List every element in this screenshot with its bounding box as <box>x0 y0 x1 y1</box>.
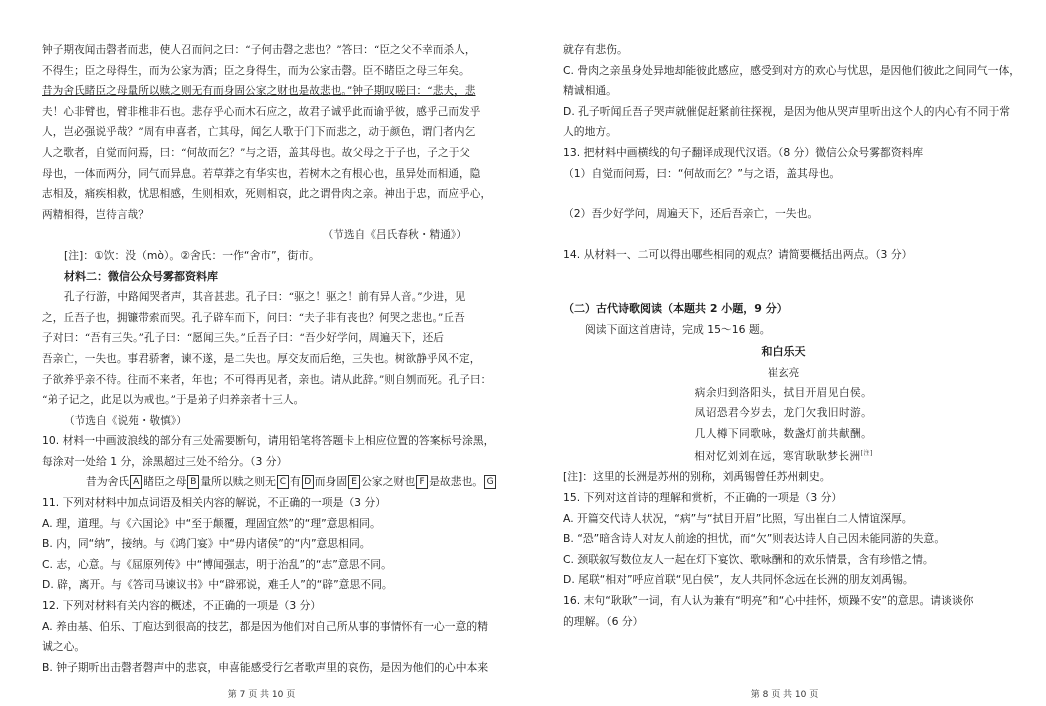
annotation-note: [注]：①饮：没（mò）。②舍氏：一作“舍市”，街市。 <box>64 248 320 262</box>
page-footer: 第 8 页 共 10 页 <box>750 690 819 700</box>
option-d[interactable]: D. 孔子听闻丘吾子哭声就催促赶紧前往探视，是因为他从哭声里听出这个人的内心有不同于常 <box>563 104 1011 118</box>
question-text: 16. 末句“耿耿”一词，有人认为兼有“明亮”和“心中挂怀，烦躁不安”的意思。请谈谈你 <box>563 594 974 607</box>
option-d[interactable]: D. 尾联“相对”呼应首联“见白侯”，友人共同怀念远在长洲的朋友刘禹锡。 <box>563 573 914 587</box>
poem-title: 和白乐天 <box>761 344 806 358</box>
option-a[interactable]: A. 养由基、伯乐、丁庖达到很高的技艺，都是因为他们对自己所从事的事情怀有一心一意的精 <box>42 619 488 633</box>
text-line: 子对曰：“吾有三失。”孔子曰：“愿闻三失。”丘吾子曰：“吾少好学问，周遍天下，还后 <box>42 332 444 345</box>
answer-box-f[interactable]: F <box>416 475 428 489</box>
section-heading: （二）古代诗歌阅读（本题共 2 小题，9 分） <box>563 302 788 316</box>
segment-text: 是故悲也。 <box>429 475 484 489</box>
poem-line: 几人樽下同歌咏，数盏灯前共献酬。 <box>694 427 873 440</box>
segment-text: 公家之财也 <box>361 475 416 489</box>
option-d[interactable]: D. 辟，离开。与《答司马谏议书》中“辟邪说，难壬人”的“辟”意思不同。 <box>42 578 393 592</box>
question-text: 每涂对一处给 1 分，涂黑超过三处不给分。（3 分） <box>42 454 288 468</box>
option-b[interactable]: B. 内，同“纳”，接纳。与《鸿门宴》中“毋内诸侯”的“内”意思相同。 <box>42 537 371 551</box>
question-15 <box>563 488 1004 591</box>
text-line: 子欲养乎亲不待。往而不来者，年也；不可得再见者，亲也。请从此辞。”则自刎而死。孔子曰： <box>42 373 492 386</box>
question-14: 14. 从材料一、二可以得出哪些相同的观点？请简要概括出两点。（3 分） <box>563 247 913 261</box>
material1-text <box>42 40 492 225</box>
answer-box-c[interactable]: C <box>277 475 289 489</box>
material2-text <box>42 287 492 411</box>
note-marker: [注] <box>860 450 873 458</box>
answer-options-row <box>42 472 494 493</box>
text-line: 志相及，痛疾相救，忧思相感，生则相欢，死则相哀，此之谓骨肉之亲。神出于忠，而应乎心， <box>42 188 492 201</box>
question-13-1: （1）自觉而问焉，曰：“何故而乞？”与之语，盖其母也。 <box>563 166 841 180</box>
answer-box-b[interactable]: B <box>187 475 199 489</box>
source-citation: （节选自《说苑・敬慎》） <box>64 414 188 427</box>
text-line: 吾亲亡，一失也。事君骄奢，谏不遂，是二失也。厚交友而后绝，三失也。树欲静乎风不定， <box>42 352 481 365</box>
option-c[interactable]: C. 骨肉之亲虽身处异地却能彼此感应，感受到对方的欢心与忧思，是因他们彼此之间同气一体， <box>563 63 1021 77</box>
wavy-underlined-line: 昔为舍氏睹臣之母量所以赎之则无有而身固公家之财也是故悲也。”钟子期叹嗟曰：“悲夫，悲 <box>42 85 476 98</box>
text-line: 母也，一体而两分，同气而异息。若草莽之有华实也，若树木之有根心也，虽异处而相通，隐 <box>42 167 481 180</box>
text-line: 不得生；臣之母得生，而为公家为酒；臣之身得生，而为公家击磬。臣不睹臣之母三年矣。 <box>42 64 470 77</box>
option-a[interactable]: A. 理，道理。与《六国论》中“至于颠覆，理固宜然”的“理”意思相同。 <box>42 516 381 530</box>
text-line: 钟子期夜闻击磬者而悲，使人召而问之曰：“子何击磬之悲也？”答曰：“臣之父不幸而杀人， <box>42 44 476 56</box>
question-text: 的理解。（6 分） <box>563 614 644 628</box>
text-line: 两精相得，岂待言哉？ <box>42 208 149 221</box>
poem-note: [注]：这里的长洲是苏州的别称，刘禹锡曾任苏州刺史。 <box>563 470 831 484</box>
text-line: 夫！心非臂也，臂非椎非石也。悲存乎心而木石应之，故君子诚乎此而谕乎彼，感乎己而发乎 <box>42 105 481 118</box>
text-line: 之，丘吾子也，拥镰带索而哭。孔子辟车而下，问曰：“夫子非有丧也？何哭之悲也。”丘吾 <box>42 311 465 324</box>
answer-box-d[interactable]: D <box>302 475 314 489</box>
page-footer: 第 7 页 共 10 页 <box>227 690 296 700</box>
poem-line-text: 相对忆刘刘在远，寒宵耿耿梦长洲 <box>694 450 861 463</box>
question-text: 12. 下列对材料有关内容的概述，不正确的一项是（3 分） <box>42 599 322 613</box>
section-intro: 阅读下面这首唐诗，完成 15～16 题。 <box>585 322 771 336</box>
text-line: 人，岂必强说乎哉？”周有申喜者，亡其母，闻乞人歌于门下而悲之，动于颜色，谓门者内乞 <box>42 126 476 139</box>
poem-line <box>563 444 1004 467</box>
segment-text: 昔为舍氏 <box>86 475 130 489</box>
option-b[interactable]: B. 钟子期听出击磬者磬声中的悲哀，申喜能感受行乞者歌声里的哀伤，是因为他们的心中本来 <box>42 660 489 674</box>
option-c[interactable]: C. 志，心意。与《屈原列传》中“博闻强志，明于治乱”的“志”意思不同。 <box>42 557 392 571</box>
answer-box-e[interactable]: E <box>348 475 360 489</box>
question-text: 10. 材料一中画波浪线的部分有三处需要断句，请用铅笔将答题卡上相应位置的答案标号涂黑， <box>42 434 495 448</box>
answer-box-a[interactable]: A <box>130 475 142 489</box>
page-8 <box>523 0 1046 706</box>
option-c[interactable]: C. 颈联叙写数位友人一起在灯下宴饮、歌咏酬和的欢乐情景，含有珍惜之情。 <box>563 552 934 566</box>
option-c-cont: 精诚相通。 <box>563 84 617 98</box>
underlined-line: 人之歌者，自觉而问焉，曰：“何故而乞？”与之语，盖其母也。故父母之于子也，子之于父 <box>42 146 471 159</box>
source-citation: （节选自《吕氏春秋・精通》） <box>322 229 467 242</box>
question-10 <box>42 431 495 493</box>
option-a-cont: 诚之心。 <box>42 640 86 654</box>
material2-title: 材料二：微信公众号雾都资料库 <box>64 269 218 283</box>
poem-line: 凤诏恐君今岁去，龙门欠我旧时游。 <box>694 407 873 420</box>
question-text: 11. 下列对材料中加点词语及相关内容的解说，不正确的一项是（3 分） <box>42 496 387 510</box>
question-text: 15. 下列对这首诗的理解和赏析，不正确的一项是（3 分） <box>563 491 843 505</box>
segment-text: 而身固 <box>314 475 348 489</box>
option-d-cont: 人的地方。 <box>563 125 617 139</box>
segment-text: 睹臣之母 <box>143 475 187 489</box>
segment-text: 量所以赎之则无 <box>200 475 276 489</box>
question-11 <box>42 493 481 596</box>
option-b[interactable]: B. “恐”暗含诗人对友人前途的担忧，而“欠”则表达诗人自己因未能同游的失意。 <box>563 532 946 546</box>
poem-line: 病余归到洛阳头，拭目开眉见白侯。 <box>694 386 873 399</box>
text-line: 孔子行游，中路闻哭者声，其音甚悲。孔子曰：“驱之！驱之！前有异人音。”少进，见 <box>64 291 466 304</box>
segment-text: 有 <box>289 475 301 489</box>
question-12 <box>42 596 489 678</box>
question-13-2: （2）吾少好学问，周遍天下，还后吾亲亡，一失也。 <box>563 207 819 221</box>
text-line: “弟子记之，此足以为戒也。”于是弟子归养亲者十三人。 <box>42 394 305 407</box>
answer-box-g[interactable]: G <box>484 475 496 489</box>
question-13: 13. 把材料中画横线的句子翻译成现代汉语。（8 分）微信公众号雾都资料库 <box>563 145 924 159</box>
option-b-cont: 就存有悲伤。 <box>563 43 628 56</box>
poem-author: 崔玄亮 <box>767 366 800 379</box>
option-a[interactable]: A. 开篇交代诗人状况，“病”与“拭目开眉”比照，写出崔白二人情谊深厚。 <box>563 511 913 525</box>
question-16 <box>563 591 1004 632</box>
